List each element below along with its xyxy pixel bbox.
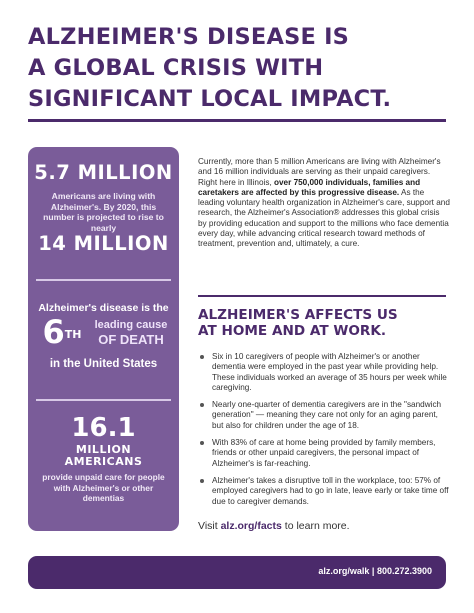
sixth-cause-intro: Alzheimer's disease is the bbox=[38, 302, 169, 314]
section-title-line: ALZHEIMER'S AFFECTS US bbox=[198, 307, 398, 323]
facts-link[interactable]: alz.org/facts bbox=[220, 520, 282, 532]
headline-line: SIGNIFICANT LOCAL IMPACT. bbox=[28, 86, 392, 112]
intro-text-continued: As the leading voluntary health organization in Alzheimer's care, support and research, the Alzheimer's Association® addresses this global crisis by providing education and support to the millions who face dementia every day, while advancing critical research toward methods of treatment, prevention and, ultimately, a cure. bbox=[198, 187, 450, 249]
list-item-text: Nearly one-quarter of dementia caregivers are in the "sandwich generation" — meaning they care not only for an aging parent, but also for children under the age of 18. bbox=[212, 400, 442, 430]
stat-16-1: 16.1 bbox=[71, 413, 136, 443]
sixth-number-value: 6 bbox=[42, 313, 65, 351]
list-item bbox=[198, 438, 450, 469]
stat-description: Americans are living with Alzheimer's. By 2020, this number is projected to rise to nearly bbox=[43, 191, 164, 233]
section-title-line: AT HOME AND AT WORK. bbox=[198, 323, 387, 339]
section-divider bbox=[198, 295, 446, 297]
stat-caregivers-description: provide unpaid care for people with Alzheimer's or other dementias bbox=[42, 472, 165, 503]
list-item bbox=[198, 352, 450, 393]
visit-post: to learn more. bbox=[281, 520, 350, 532]
sixth-number-suffix: TH bbox=[64, 328, 82, 341]
headline-line: ALZHEIMER'S DISEASE IS bbox=[28, 24, 350, 50]
bullet-icon bbox=[200, 479, 204, 483]
intro-text: Currently, more than 5 million Americans are living with Alzheimer's and 16 million individuals are serving as their unpaid caregivers. Right here in Illinois, bbox=[198, 157, 441, 187]
intro-bold-text: over 750,000 individuals, families and caretakers are affected by this progressive disease. bbox=[198, 177, 421, 197]
footer-bar bbox=[28, 556, 446, 589]
sidebar-divider bbox=[36, 279, 171, 281]
stat-americans: AMERICANS bbox=[64, 455, 143, 468]
footer-contact[interactable]: alz.org/walk | 800.272.3900 bbox=[318, 566, 432, 576]
stat-million-americans bbox=[28, 444, 179, 468]
sixth-number bbox=[36, 313, 88, 351]
work-facts-list bbox=[198, 352, 450, 514]
list-item-text: Alzheimer's takes a disruptive toll in the workplace, too: 57% of employed caregivers had to go in late, leave early or take time off due to caregiver demands. bbox=[212, 475, 449, 506]
list-item-text: Six in 10 caregivers of people with Alzheimer's or another dementia were employed in the past year while providing help. These individuals worked an average of 35 hours per week while caregiving. bbox=[212, 352, 447, 392]
leading-cause-label bbox=[88, 319, 174, 347]
of-death-text: OF DEATH bbox=[98, 332, 164, 347]
visit-line bbox=[198, 520, 450, 532]
list-item bbox=[198, 400, 450, 431]
list-item-text: With 83% of care at home being provided by family members, friends or other unpaid caregivers, the personal impact of Alzheimer's is far-reaching. bbox=[212, 438, 436, 468]
bullet-icon bbox=[200, 355, 204, 359]
in-united-states: in the United States bbox=[49, 358, 158, 370]
stat-million: MILLION bbox=[75, 443, 132, 456]
list-item bbox=[198, 476, 450, 507]
intro-paragraph bbox=[198, 157, 450, 250]
bullet-icon bbox=[200, 441, 204, 445]
stat-14-million: 14 MILLION bbox=[38, 232, 169, 255]
sidebar-divider bbox=[36, 399, 171, 401]
headline-divider bbox=[28, 119, 446, 122]
section-title bbox=[198, 307, 448, 339]
stat-5-7-million: 5.7 MILLION bbox=[34, 161, 173, 184]
stats-sidebar bbox=[28, 147, 179, 531]
bullet-icon bbox=[200, 403, 204, 407]
leading-cause-text: leading cause bbox=[94, 319, 168, 331]
headline-line: A GLOBAL CRISIS WITH bbox=[28, 55, 324, 81]
headline bbox=[28, 22, 458, 115]
visit-pre: Visit bbox=[198, 520, 221, 532]
